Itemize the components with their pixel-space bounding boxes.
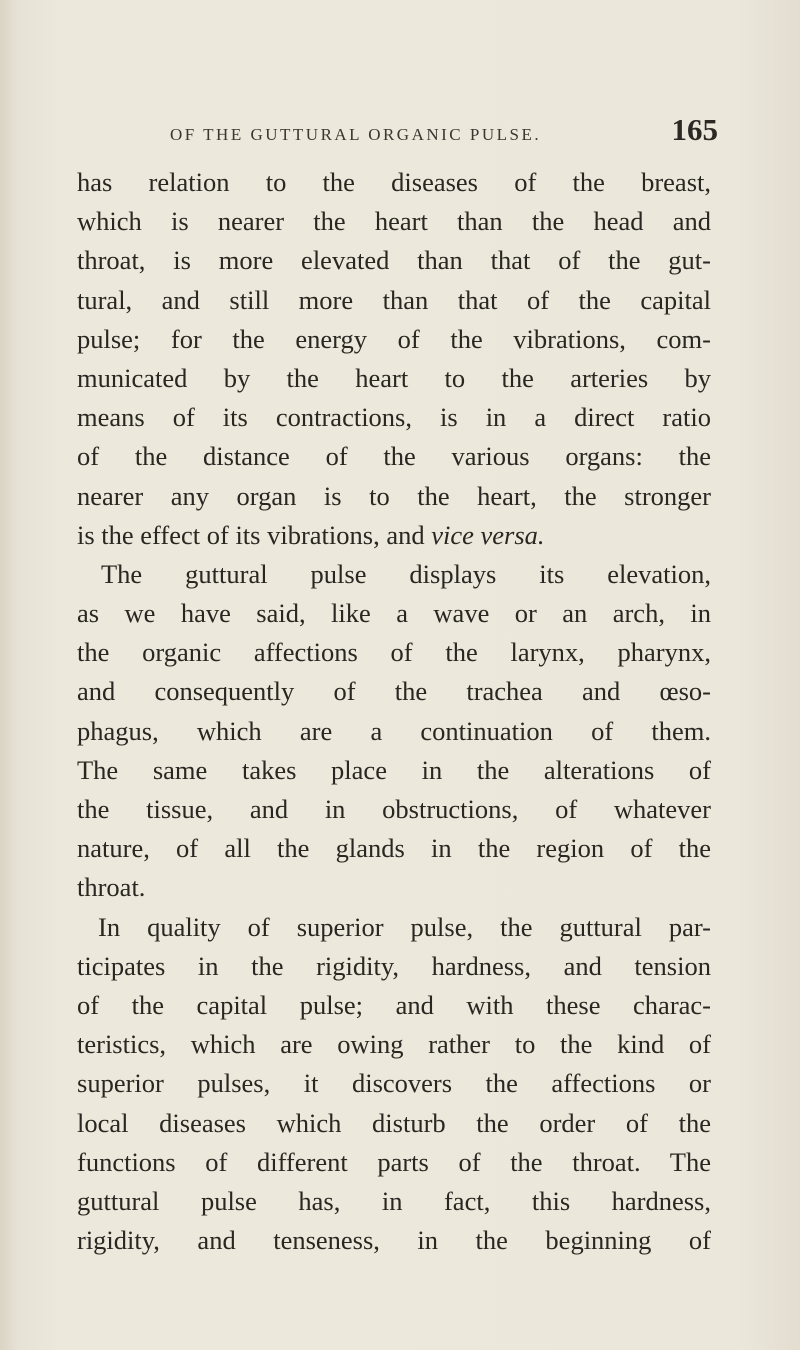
text-line: pulse; for the energy of the vibrations, com-: [77, 323, 711, 354]
text-run: is the effect of its vibrations, and: [77, 519, 432, 550]
text-line: superior pulses, it discovers the affections or: [77, 1068, 711, 1099]
paragraph-first-line: The guttural pulse displays its elevation,: [101, 558, 711, 589]
running-title: OF THE GUTTURAL ORGANIC PULSE.: [170, 125, 542, 144]
text-line: has relation to the diseases of the breast,: [77, 167, 711, 197]
text-line: functions of different parts of the throat. The: [77, 1146, 711, 1177]
text-line: guttural pulse has, in fact, this hardness,: [77, 1185, 711, 1216]
paragraph-first-line: In quality of superior pulse, the guttural par-: [98, 911, 711, 942]
text-line: throat.: [77, 872, 146, 903]
text-line: ticipates in the rigidity, hardness, and tension: [77, 950, 711, 981]
page-number: 165: [671, 112, 718, 147]
italic-run: vice versa.: [431, 519, 545, 550]
text-line: [77, 516, 711, 555]
text-line: nearer any organ is to the heart, the stronger: [77, 480, 711, 511]
text-line: as we have said, like a wave or an arch, in: [77, 598, 711, 629]
text-line: the tissue, and in obstructions, of whatever: [77, 794, 711, 824]
text-line: local diseases which disturb the order of the: [77, 1107, 711, 1138]
text-line: phagus, which are a continuation of them.: [77, 715, 711, 746]
text-line: municated by the heart to the arteries by: [77, 362, 711, 393]
text-line: the organic affections of the larynx, pharynx,: [77, 637, 711, 668]
text-line: and consequently of the trachea and œso-: [77, 676, 711, 707]
text-line: nature, of all the glands in the region of the: [77, 833, 711, 864]
text-line: means of its contractions, is in a direct ratio: [77, 402, 711, 433]
text-line: rigidity, and tenseness, in the beginning of: [77, 1225, 711, 1256]
text-line: The same takes place in the alterations of: [77, 754, 711, 785]
text-line: tural, and still more than that of the capital: [77, 284, 711, 315]
text-line: throat, is more elevated than that of the gut-: [77, 245, 711, 276]
body-text: [77, 163, 711, 1260]
running-head: [60, 112, 718, 156]
text-line: of the capital pulse; and with these charac-: [77, 989, 711, 1020]
text-line: which is nearer the heart than the head and: [77, 206, 711, 237]
text-line: of the distance of the various organs: the: [77, 441, 711, 472]
text-line: teristics, which are owing rather to the kind of: [77, 1029, 711, 1060]
